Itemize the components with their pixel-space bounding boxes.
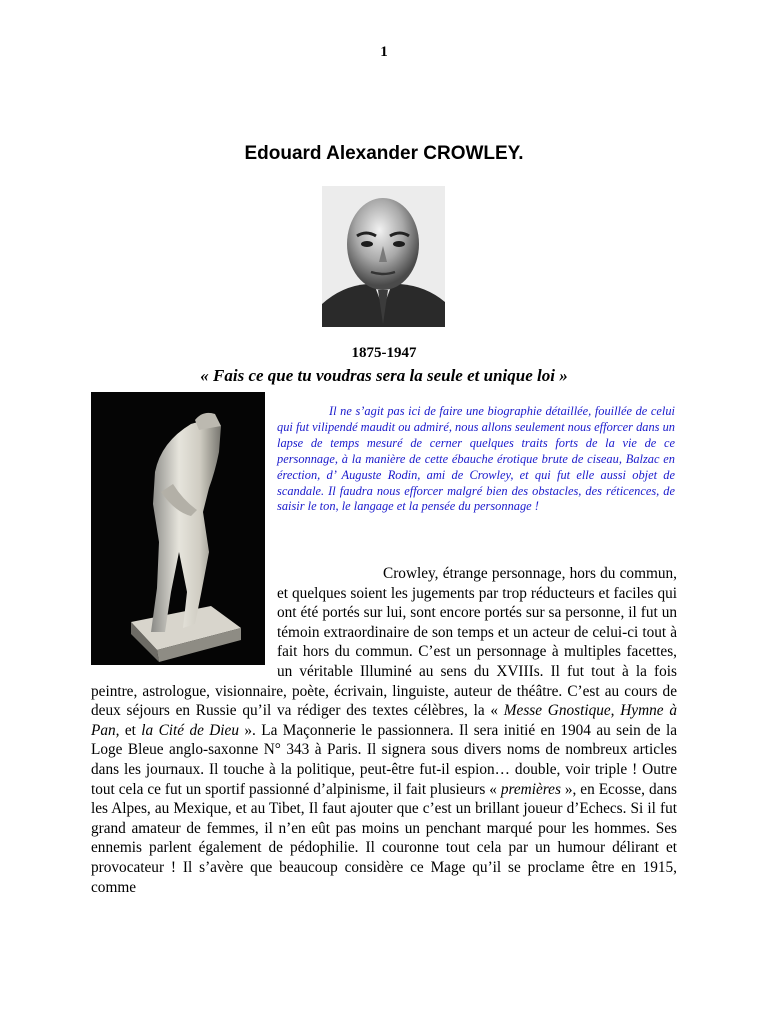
body-works-2: la Cité de Dieu (141, 721, 239, 739)
body-part-2: et (124, 721, 136, 739)
body-premieres: premières (500, 780, 561, 798)
body-part-3: ». La Maçonnerie le passionnera. Il sera initié en 1904 au sein de la Loge Bleue anglo-saxonne N° 343 à Paris. Il signera sous divers noms de nombreux articles dans les journaux. Il touche à la politique, peut-être fut-il espion… double, voir triple ! Outre tout cela ce fut un sportif passionné d’alpinisme, il fait plusieurs « (91, 721, 678, 798)
portrait-photo (322, 186, 445, 327)
body-works-1: Messe Gnostique, Hymne à Pan, (91, 702, 677, 739)
life-dates: 1875-1947 (351, 345, 417, 361)
page-number: 1 (380, 44, 388, 60)
intro-text: Il ne s’agit pas ici de faire une biographie détaillée, fouillée de celui qui fut vilipendé maudit ou admiré, nous allons seulement nous efforcer dans un lapse de temps mesuré de cerner quelques traits forts de la vie de ce personnage, à la manière de cette ébauche érotique brute de ciseau, Balzac en érection, d’ Auguste Rodin, ami de Crowley, et qui fut elle aussi objet de scandale. Il faudra nous efforcer malgré bien des obstacles, des réticences, de saisir le ton, le langage et la pensée du personnage ! (277, 404, 675, 514)
motto-quote: « Fais ce que tu voudras sera la seule et unique loi » (200, 366, 568, 385)
biography-paragraph (91, 564, 677, 897)
page-title: Edouard Alexander CROWLEY. (244, 143, 524, 164)
body-part-1: Crowley, étrange personnage, hors du commun, et quelques soient les jugements par trop réducteurs et faciles qui ont été portés sur lui, sont encore portés sur sa personne, il fut un témoin extraordinaire de son temps et un acteur de celui-ci tout à fait hors du commun. C’est un personnage à multiples facettes, un véritable Illuminé au sens du XVIIIs. Il fut tout à la fois peintre, astrologue, visionnaire, poète, écrivain, linguiste, auteur de théâtre. C’est au cours de deux séjours en Russie qu’il va rédiger des textes célèbres, la « (91, 565, 677, 720)
intro-paragraph (277, 404, 675, 515)
body-part-4: », en Ecosse, dans les Alpes, au Mexique, et au Tibet, Il faut ajouter que c’est un brillant joueur d’Echecs. Si il fut grand amateur de femmes, il n’en eût pas moins un penchant marqué pour les hommes. Ses ennemis parlent également de pédophilie. Il couronne tout cela par un humour délirant et provocateur ! Il s’avère que beaucoup considère ce Mage qu’il se proclame être en 1915, comme (91, 780, 677, 896)
